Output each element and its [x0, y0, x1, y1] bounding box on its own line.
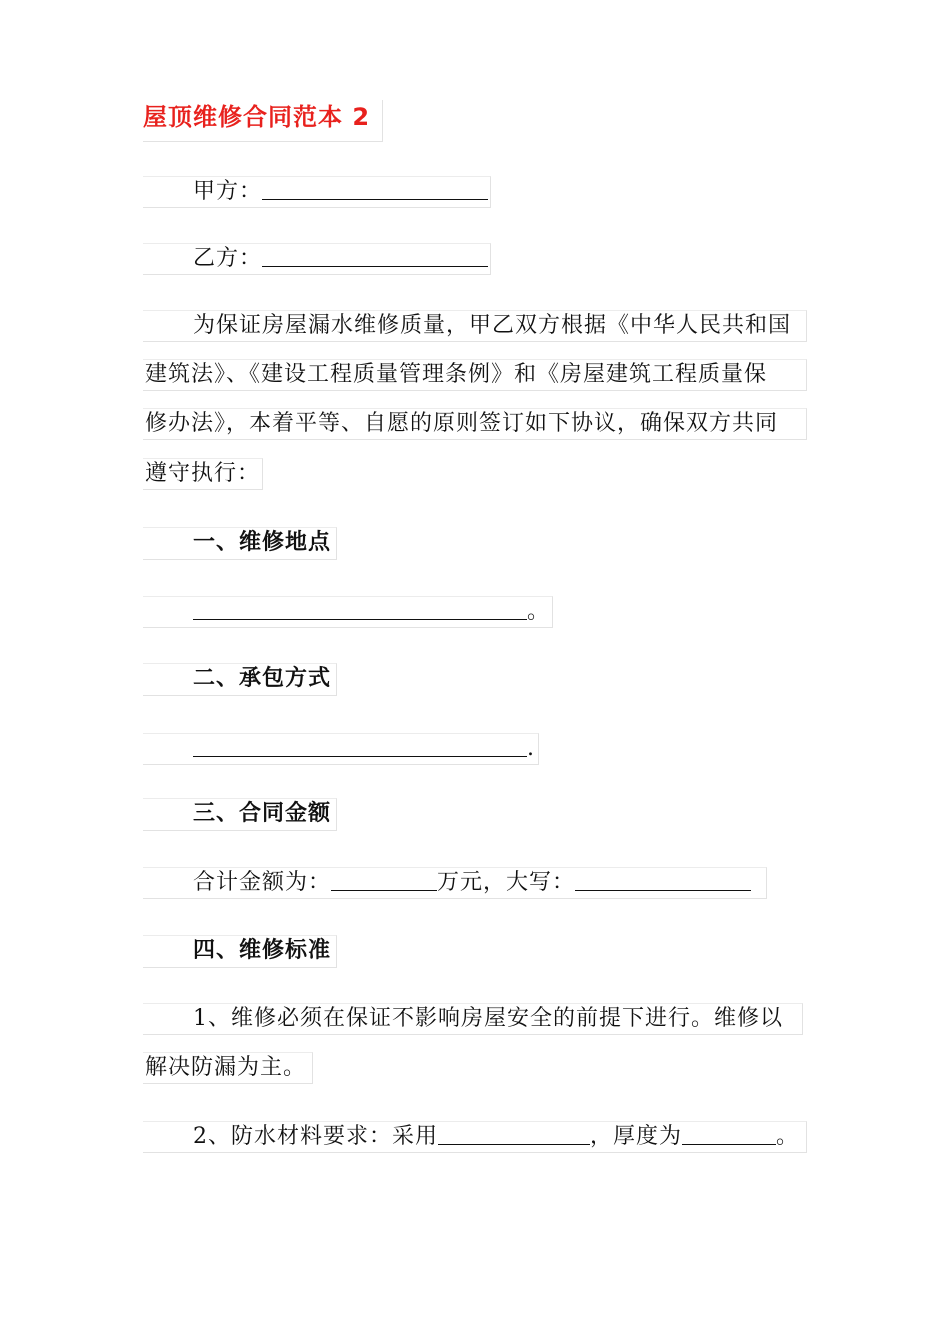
party-b-blank [262, 244, 488, 267]
intro-text-2: 建筑法》、《建设工程质量管理条例》和《房屋建筑工程质量保 [145, 362, 768, 387]
section-1-heading [143, 527, 337, 560]
intro-text-3: 修办法》，本着平等、自愿的原则签订如下协议，确保双方共同 [145, 411, 779, 436]
section-3-line [143, 867, 767, 899]
material-label: 2、防水材料要求：采用 [193, 1124, 438, 1149]
section-3-heading-text: 三、合同金额 [193, 801, 332, 826]
location-end: 。 [527, 599, 551, 624]
item-1-text-1: 1、维修必须在保证不影响房屋安全的前提下进行。维修以 [193, 1006, 783, 1031]
intro-line-1 [143, 310, 807, 342]
amount-number-blank [331, 868, 437, 891]
section-1-heading-text: 一、维修地点 [193, 530, 332, 555]
section-4-heading [143, 935, 337, 968]
party-a-label: 甲方： [193, 179, 263, 204]
section-4-item-2-line [143, 1121, 807, 1153]
material-blank [438, 1122, 590, 1145]
thickness-blank [682, 1122, 776, 1145]
party-b-label: 乙方： [193, 246, 263, 271]
item-1-text-2: 解决防漏为主。 [145, 1055, 307, 1080]
item-2-end: 。 [776, 1124, 800, 1149]
contract-method-blank [193, 734, 527, 757]
section-4-heading-text: 四、维修标准 [193, 938, 332, 963]
document-title [143, 100, 383, 142]
thickness-label: ，厚度为 [590, 1124, 683, 1149]
amount-unit-label: 万元，大写： [437, 870, 576, 895]
section-3-heading [143, 798, 337, 831]
section-1-line [143, 596, 553, 628]
section-4-item-1-line-2 [143, 1052, 313, 1084]
amount-uppercase-blank [575, 868, 751, 891]
section-4-item-1-line-1 [143, 1003, 803, 1035]
intro-line-2 [143, 359, 807, 391]
intro-text-4: 遵守执行： [145, 461, 261, 486]
location-blank [193, 597, 527, 620]
section-2-heading-text: 二、承包方式 [193, 666, 332, 691]
section-2-line [143, 733, 539, 765]
party-a-blank [262, 177, 488, 200]
contract-method-end: . [527, 736, 535, 761]
total-amount-label: 合计金额为： [193, 870, 332, 895]
party-b-line [143, 243, 491, 275]
intro-text-1: 为保证房屋漏水维修质量，甲乙双方根据《中华人民共和国 [193, 313, 792, 338]
party-a-line [143, 176, 491, 208]
intro-line-4 [143, 458, 263, 490]
section-2-heading [143, 663, 337, 696]
title-text: 屋顶维修合同范本 2 [143, 103, 371, 131]
intro-line-3 [143, 408, 807, 440]
